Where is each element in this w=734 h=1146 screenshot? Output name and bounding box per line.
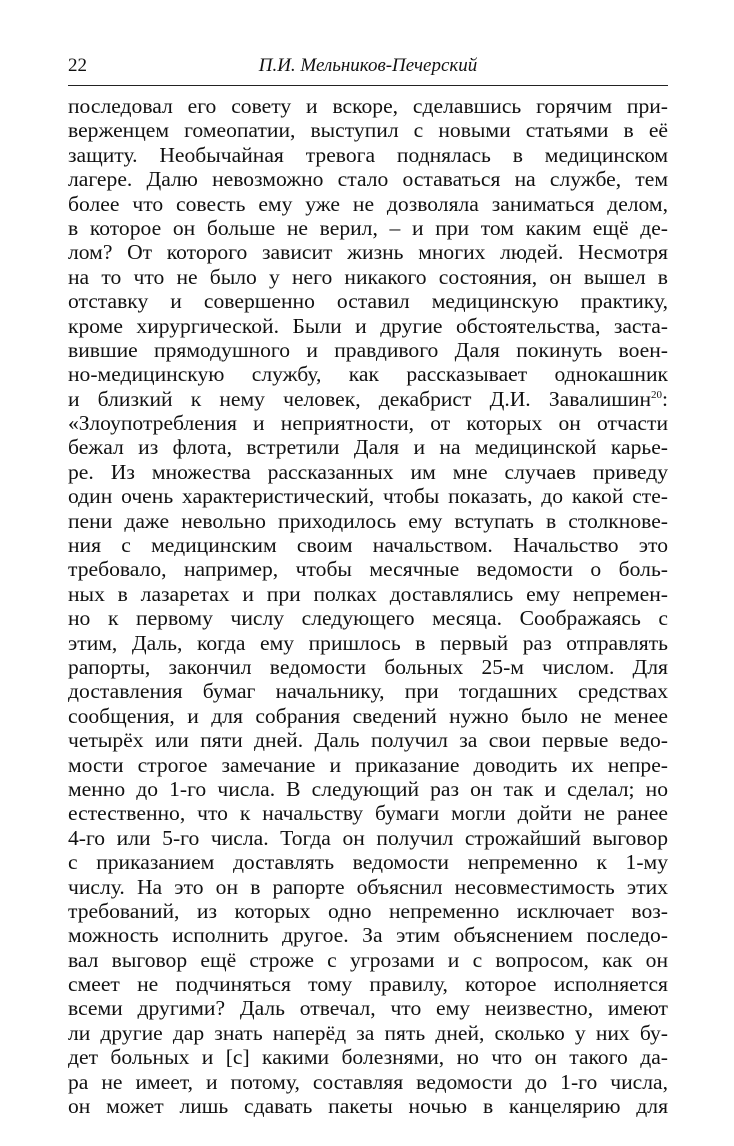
header-rule xyxy=(68,85,668,86)
text-line: он может лишь сдавать пакеты ночью в канцелярию для xyxy=(68,1094,668,1119)
page-number: 22 xyxy=(68,55,87,76)
text-line: дет больных и [с] какими болезнями, но что он такого да- xyxy=(68,1045,668,1070)
running-head xyxy=(68,54,668,82)
text-line: вал выговор ещё строже с угрозами и с вопросом, как он xyxy=(68,947,668,972)
text-line: ных в лазаретах и при полках доставлялись ему непремен- xyxy=(68,581,668,606)
text-line: ния с медицинским своим начальством. Начальство это xyxy=(68,533,668,558)
text-line: всеми другими? Даль отвечал, что ему неизвестно, имеют xyxy=(68,996,668,1021)
text-line: бежал из флота, встретили Даля и на медицинской карье- xyxy=(68,435,668,460)
text-line: можность исполнить другое. За этим объяснением последо- xyxy=(68,923,668,948)
text-line: четырёх или пяти дней. Даль получил за свои первые ведо- xyxy=(68,728,668,753)
text-line: с приказанием доставлять ведомости непременно к 1-му xyxy=(68,850,668,875)
text-line: ра не имеет, и потому, составляя ведомости до 1-го числа, xyxy=(68,1069,668,1094)
text-line: лом? От которого зависит жизнь многих людей. Несмотря xyxy=(68,240,668,265)
text-line: мости строгое замечание и приказание доводить их непре- xyxy=(68,752,668,777)
text-line: требований, из которых одно непременно исключает воз- xyxy=(68,898,668,923)
text-line: более что совесть ему уже не дозволяла заниматься делом, xyxy=(68,191,668,216)
text-line: пени даже невольно приходилось ему вступать в столкнове- xyxy=(68,508,668,533)
text-line: отставку и совершенно оставил медицинскую практику, xyxy=(68,289,668,314)
text-line: рапорты, закончил ведомости больных 25-м числом. Для xyxy=(68,654,668,679)
text-line: кроме хирургической. Были и другие обстоятельства, заста- xyxy=(68,313,668,338)
text-line: 4-го или 5-го числа. Тогда он получил строжайший выговор xyxy=(68,825,668,850)
text-line: но-медицинскую службу, как рассказывает однокашник xyxy=(68,362,668,387)
text-line: защиту. Необычайная тревога поднялась в медицинском xyxy=(68,142,668,167)
text-line: лагере. Далю невозможно стало оставаться на службе, тем xyxy=(68,167,668,192)
text-line: вившие прямодушного и правдивого Даля покинуть воен- xyxy=(68,337,668,362)
text-line: доставления бумаг начальнику, при тогдашних средствах xyxy=(68,679,668,704)
text-line-with-footnote: и близкий к нему человек, декабрист Д.И. Завалишин$^{20}$: xyxy=(68,386,668,411)
text-line: менно до 1-го числа. В следующий раз он так и сделал; но xyxy=(68,776,668,801)
text-line: сообщения, и для собрания сведений нужно было не менее xyxy=(68,703,668,728)
text-line: «Злоупотребления и неприятности, от которых он отчасти xyxy=(68,411,668,436)
text-line: последовал его совету и вскоре, сделавшись горячим при- xyxy=(68,94,668,118)
footnote-reference: 20 xyxy=(651,388,662,401)
text-line: ре. Из множества рассказанных им мне случаев приведу xyxy=(68,459,668,484)
text-line: смеет не подчиняться тому правилу, которое исполняется xyxy=(68,972,668,997)
running-title: П.И. Мельников-Печерский xyxy=(258,55,478,76)
text-line: один очень характеристический, чтобы показать, до какой сте- xyxy=(68,484,668,509)
text-line-content: и близкий к нему человек, декабрист Д.И. Завалишин xyxy=(68,386,651,411)
text-line: верженцем гомеопатии, выступил с новыми статьями в её xyxy=(68,118,668,143)
body-text xyxy=(68,94,668,1118)
text-line: естественно, что к начальству бумаги могли дойти не ранее xyxy=(68,801,668,826)
text-line: этим, Даль, когда ему пришлось в первый раз отправлять xyxy=(68,630,668,655)
text-line: в которое он больше не верил, – и при том каким ещё де- xyxy=(68,215,668,240)
text-line: числу. На это он в рапорте объяснил несовместимость этих xyxy=(68,874,668,899)
text-line: на то что не было у него никакого состояния, он вышел в xyxy=(68,264,668,289)
text-line: требовало, например, чтобы месячные ведомости о боль- xyxy=(68,557,668,582)
text-line: но к первому числу следующего месяца. Соображаясь с xyxy=(68,606,668,631)
text-line: ли другие дар знать наперёд за пять дней, сколько у них бу- xyxy=(68,1020,668,1045)
